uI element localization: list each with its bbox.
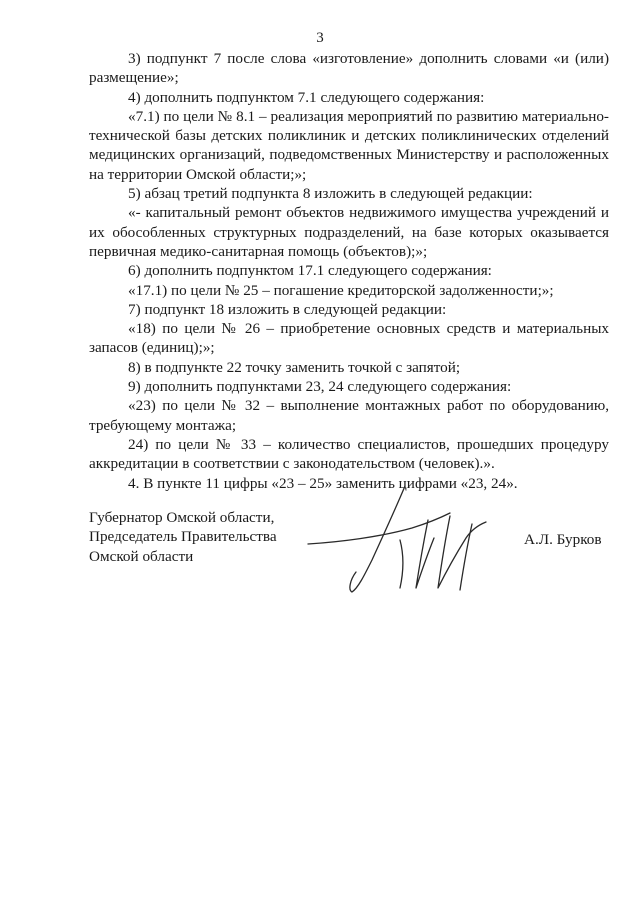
signatory-position-line: Омской области [89, 547, 194, 565]
paragraph-7: 7) подпункт 18 изложить в следующей редакции: [128, 300, 447, 318]
paragraph-6: 6) дополнить подпунктом 17.1 следующего содержания: [128, 262, 492, 280]
paragraph-9: 9) дополнить подпунктами 23, 24 следующего содержания: [128, 378, 512, 396]
paragraph-24: 24) по цели № 33 – количество специалистов, прошедших процедуру аккредитации в соответствии с законодательством (человек).». [89, 435, 609, 473]
document-body [89, 49, 609, 493]
paragraph-7-1: «7.1) по цели № 8.1 – реализация мероприятий по развитию материально-технической базы детских поликлиник и детских поликлинических отделений медицинских организаций, подведомственных Министерству и расположенных на территории Омской области;»; [89, 107, 609, 183]
paragraph-18: «18) по цели № 26 – приобретение основных средств и материальных запасов (единиц);»; [89, 320, 609, 357]
signatory-position-line: Председатель Правительства [89, 528, 277, 546]
signatory-position-line: Губернатор Омской области, [89, 509, 275, 526]
paragraph-17-1: «17.1) по цели № 25 – погашение кредиторской задолженности;»; [128, 281, 554, 299]
paragraph-5: 5) абзац третий подпункта 8 изложить в следующей редакции: [128, 185, 533, 203]
paragraph-point-4: 4. В пункте 11 цифры «23 – 25» заменить цифрами «23, 24». [128, 474, 518, 492]
paragraph-4: 4) дополнить подпунктом 7.1 следующего содержания: [128, 88, 485, 106]
signatory-position [89, 508, 309, 566]
paragraph-8: 8) в подпункте 22 точку заменить точкой с запятой; [128, 358, 461, 376]
paragraph-capital-repair: «- капитальный ремонт объектов недвижимого имущества учреждений и их обособленных структурных подразделений, на базе которых оказывается первичная медико-санитарная помощь (объектов);»; [89, 204, 609, 260]
handwritten-signature [300, 480, 530, 600]
paragraph-23: «23) по цели № 32 – выполнение монтажных работ по оборудованию, требующему монтажа; [89, 397, 609, 434]
signatory-name: А.Л. Бурков [524, 531, 602, 548]
paragraph-3: 3) подпункт 7 после слова «изготовление» дополнить словами «и (или) размещение»; [89, 50, 609, 87]
page-number: 3 [316, 30, 324, 46]
